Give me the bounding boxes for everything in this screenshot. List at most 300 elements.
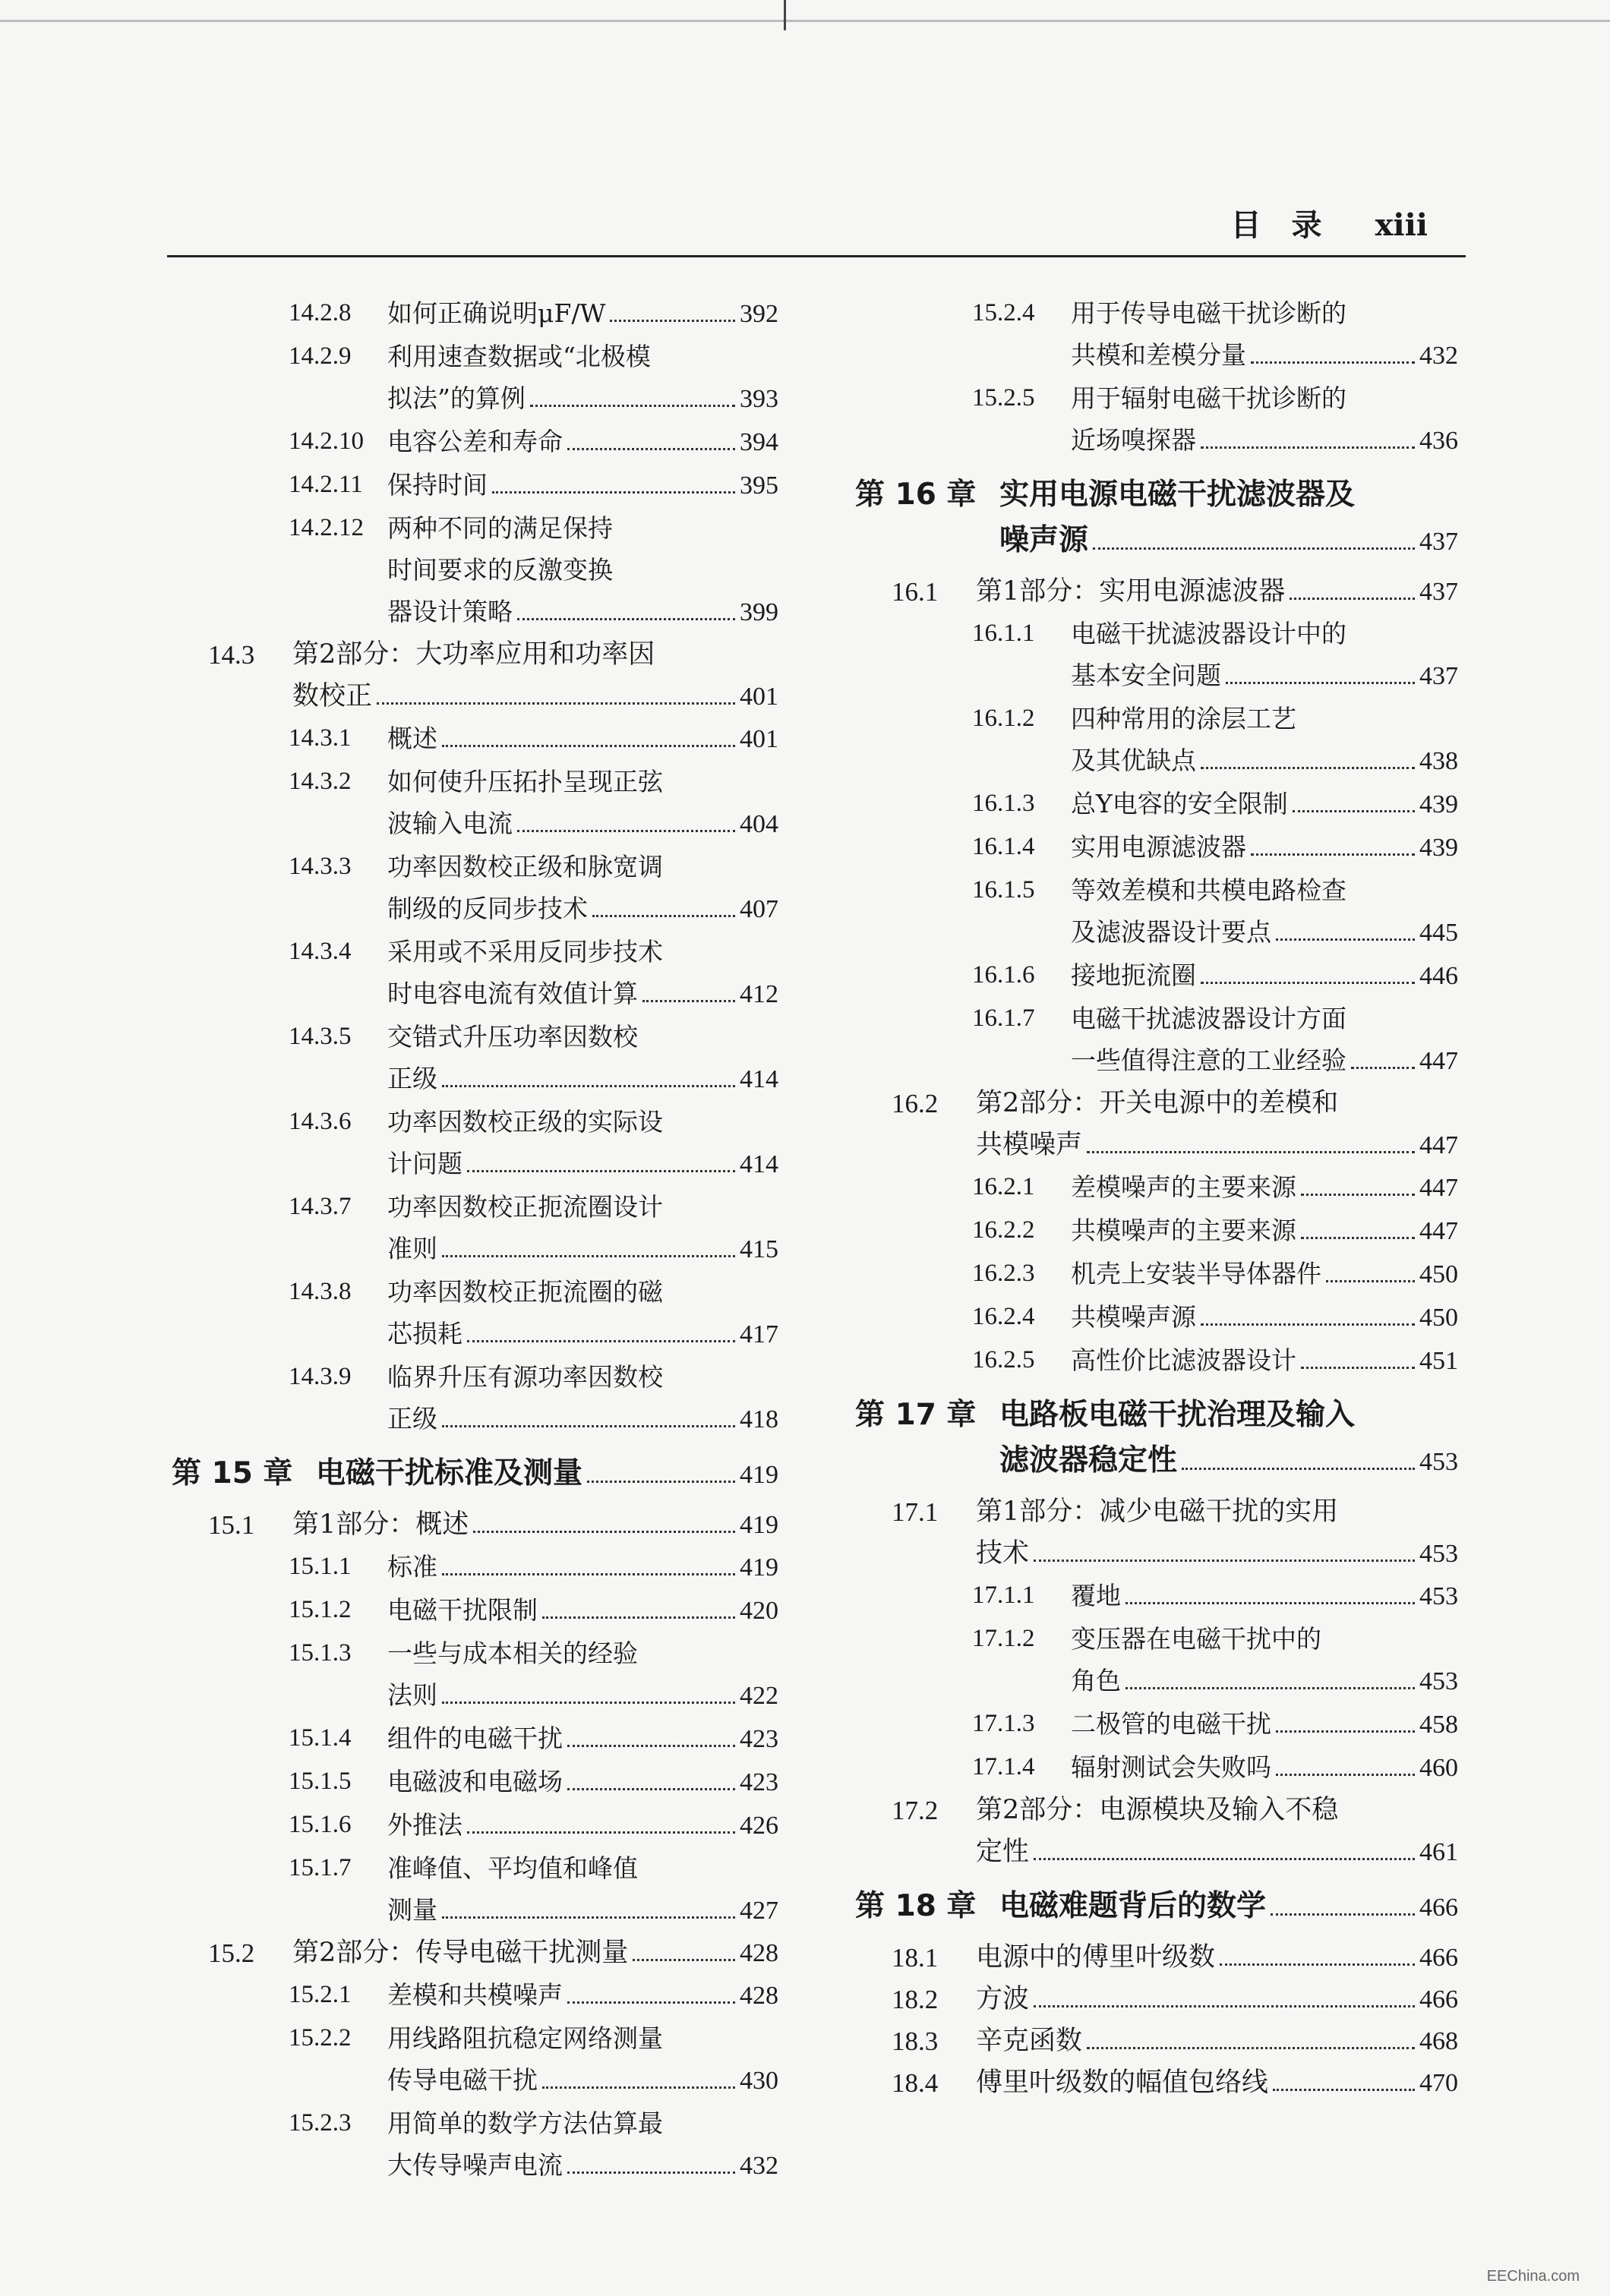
toc-page-number: 428 [740, 1939, 778, 1967]
toc-entry[interactable] [843, 1339, 1458, 1382]
toc-entry-number: 14.3.3 [289, 853, 352, 880]
toc-entry-number: 第 15 章 [172, 1456, 293, 1490]
toc-entry[interactable] [843, 1790, 1458, 1873]
dot-leader [542, 2086, 735, 2089]
dot-leader [473, 1531, 735, 1533]
dot-leader [442, 745, 735, 747]
toc-entry[interactable] [843, 1979, 1458, 2020]
toc-entry[interactable] [159, 1101, 778, 1185]
toc-entry-title: 外推法 [387, 1810, 462, 1840]
dot-leader [1251, 361, 1415, 364]
toc-entry[interactable] [843, 869, 1458, 954]
toc-entry[interactable] [159, 507, 778, 633]
dot-leader [642, 1000, 735, 1002]
toc-entry-number: 15.2.4 [972, 299, 1035, 326]
toc-entry-number: 14.3 [208, 640, 255, 670]
toc-entry-title: 临界升压有源功率因数校 [387, 1362, 663, 1392]
toc-entry-title: 辐射测试会失败吗 [1071, 1752, 1271, 1782]
toc-entry-title: 概述 [387, 724, 437, 753]
toc-entry[interactable] [843, 571, 1458, 613]
dot-leader [492, 491, 735, 494]
toc-entry-number: 16.2.4 [972, 1303, 1035, 1330]
dot-leader [542, 1616, 735, 1619]
toc-entry-title: 近场嗅探器 [1071, 425, 1196, 455]
toc-entry-number: 15.1.6 [289, 1811, 352, 1838]
toc-entry-title: 采用或不采用反同步技术 [387, 937, 663, 967]
toc-page-number: 437 [1419, 528, 1458, 556]
toc-entry[interactable] [843, 2062, 1458, 2104]
dot-leader [567, 2001, 735, 2004]
toc-entry-title: 传导电磁干扰 [387, 2065, 538, 2095]
toc-entry-number: 15.2.1 [289, 1981, 352, 2008]
dot-leader [567, 448, 735, 450]
toc-entry-title: 总Y电容的安全限制 [1071, 789, 1288, 818]
toc-entry-title: 第1部分：概述 [292, 1509, 469, 1540]
toc-entry-title: 用简单的数学方法估算最 [387, 2108, 663, 2138]
toc-entry[interactable] [159, 1016, 778, 1100]
toc-entry[interactable] [159, 292, 778, 335]
toc-entry-title: 基本安全问题 [1071, 661, 1221, 690]
toc-entry-number: 16.2.3 [972, 1260, 1035, 1287]
toc-entry-number: 14.3.8 [289, 1278, 352, 1305]
toc-page-number: 404 [740, 810, 778, 838]
toc-entry[interactable] [159, 1589, 778, 1632]
toc-entry-title: 第2部分：电源模块及输入不稳 [976, 1795, 1339, 1825]
toc-entry[interactable] [159, 1451, 778, 1498]
top-scan-line [0, 20, 1610, 22]
toc-entry-title: 方波 [976, 1984, 1030, 2014]
toc-entry[interactable] [159, 1186, 778, 1270]
toc-entry[interactable] [843, 1618, 1458, 1702]
header-rule [167, 255, 1466, 257]
toc-entry-title: 第2部分：开关电源中的差模和 [976, 1088, 1339, 1118]
toc-page-number: 394 [740, 428, 778, 456]
toc-entry-title: 制级的反同步技术 [387, 894, 588, 923]
toc-entry-title: 芯损耗 [387, 1319, 462, 1348]
toc-entry-title: 准峰值、平均值和峰值 [387, 1853, 638, 1883]
toc-entry-title: 电磁干扰标准及测量 [316, 1456, 583, 1490]
toc-entry[interactable] [843, 292, 1458, 377]
toc-entry-title: 差模噪声的主要来源 [1071, 1172, 1296, 1202]
toc-entry-title: 实用电源电磁干扰滤波器及 [999, 478, 1356, 512]
toc-page-number: 458 [1419, 1711, 1458, 1739]
dot-leader [442, 1702, 735, 1704]
toc-page-number: 419 [740, 1511, 778, 1539]
toc-page-number: 447 [1419, 1174, 1458, 1202]
toc-entry[interactable] [159, 1504, 778, 1546]
toc-entry[interactable] [159, 1546, 778, 1588]
toc-entry-number: 15.1.4 [289, 1724, 352, 1752]
toc-page-number: 427 [740, 1897, 778, 1925]
toc-entry-title: 第2部分：传导电磁干扰测量 [292, 1938, 629, 1968]
toc-entry[interactable] [843, 613, 1458, 697]
toc-page-number: 428 [740, 1982, 778, 2010]
toc-entry-number: 14.3.1 [289, 724, 352, 752]
toc-entry-title: 组件的电磁干扰 [387, 1724, 563, 1753]
toc-entry-number: 17.1.3 [972, 1710, 1035, 1737]
toc-page-number: 439 [1419, 834, 1458, 862]
toc-entry-number: 14.3.9 [289, 1363, 352, 1390]
toc-entry-number: 16.1.6 [972, 961, 1035, 989]
toc-page-number: 432 [740, 2152, 778, 2180]
toc-entry[interactable] [159, 1761, 778, 1803]
toc-entry-title: 共模噪声源 [1071, 1302, 1196, 1332]
toc-page-number: 412 [740, 980, 778, 1008]
toc-entry[interactable] [843, 826, 1458, 869]
toc-entry[interactable] [843, 783, 1458, 825]
toc-entry-title: 共模和差模分量 [1071, 340, 1246, 370]
toc-entry-number: 16.2.5 [972, 1346, 1035, 1374]
toc-entry-number: 18.2 [892, 1985, 939, 2014]
toc-entry-title: 正级 [387, 1404, 437, 1433]
toc-entry[interactable] [159, 336, 778, 420]
toc-page-number: 466 [1419, 1894, 1458, 1922]
toc-page-number: 417 [740, 1320, 778, 1348]
dot-leader [530, 405, 735, 407]
toc-entry-number: 15.1.1 [289, 1553, 352, 1580]
toc-page-number: 468 [1419, 2027, 1458, 2055]
toc-entry-title: 定性 [976, 1837, 1030, 1867]
dot-leader [1201, 982, 1415, 984]
dot-leader [1301, 1237, 1415, 1239]
dot-leader [1251, 853, 1415, 856]
toc-entry-number: 15.1.7 [289, 1854, 352, 1881]
toc-entry-title: 正级 [387, 1064, 437, 1093]
toc-entry-number: 16.2.2 [972, 1216, 1035, 1244]
dot-leader [1301, 1367, 1415, 1369]
toc-entry[interactable] [159, 1717, 778, 1760]
toc-entry-title: 时电容电流有效值计算 [387, 979, 638, 1008]
dot-leader [1301, 1194, 1415, 1196]
toc-page-number: 447 [1419, 1131, 1458, 1159]
toc-entry-number: 15.1.2 [289, 1596, 352, 1623]
toc-entry-title: 及其优缺点 [1071, 746, 1196, 775]
toc-entry[interactable] [843, 472, 1458, 565]
toc-entry[interactable] [843, 1575, 1458, 1617]
toc-entry-title: 两种不同的满足保持 [387, 513, 613, 543]
toc-entry-number: 14.2.12 [289, 514, 364, 541]
toc-entry-title: 辛克函数 [976, 2026, 1083, 2056]
toc-entry-title: 时间要求的反激变换 [387, 555, 613, 585]
dot-leader [442, 1085, 735, 1087]
toc-entry[interactable] [843, 998, 1458, 1082]
toc-entry-title: 拟法”的算例 [387, 383, 526, 413]
toc-entry-title: 二极管的电磁干扰 [1071, 1709, 1271, 1739]
dot-leader [1220, 1963, 1415, 1966]
toc-entry-number: 17.1 [892, 1497, 939, 1527]
toc-entry-number: 16.1 [892, 577, 939, 607]
toc-entry[interactable] [159, 931, 778, 1015]
toc-entry-title: 实用电源滤波器 [1071, 832, 1246, 862]
running-head [1231, 201, 1428, 244]
toc-entry-title: 用线路阻抗稳定网络测量 [387, 2023, 663, 2053]
toc-entry-number: 14.3.6 [289, 1108, 352, 1135]
toc-entry-title: 四种常用的涂层工艺 [1071, 704, 1296, 733]
toc-page-number: 453 [1419, 1582, 1458, 1610]
toc-page-number: 401 [740, 725, 778, 753]
toc-page-number: 451 [1419, 1347, 1458, 1375]
toc-entry-title: 滤波器稳定性 [999, 1443, 1178, 1478]
toc-entry-title: 交错式升压功率因数校 [387, 1022, 638, 1052]
toc-entry[interactable] [159, 421, 778, 463]
toc-entry[interactable] [843, 1296, 1458, 1339]
toc-entry[interactable] [159, 634, 778, 718]
toc-entry-title: 准则 [387, 1234, 437, 1263]
dot-leader [467, 1831, 735, 1834]
toc-entry[interactable] [843, 1392, 1458, 1485]
toc-entry-title: 等效差模和共模电路检查 [1071, 875, 1346, 905]
toc-entry-number: 14.2.10 [289, 427, 364, 455]
toc-entry-number: 16.1.4 [972, 833, 1035, 860]
toc-entry-title: 傅里叶级数的幅值包络线 [976, 2067, 1269, 2098]
dot-leader [1226, 682, 1415, 684]
toc-entry[interactable] [159, 761, 778, 845]
toc-entry-title: 噪声源 [999, 523, 1089, 557]
toc-entry-number: 18.4 [892, 2068, 939, 2098]
toc-entry-number: 15.2.2 [289, 2024, 352, 2052]
toc-page-number: 414 [740, 1150, 778, 1178]
toc-entry-number: 第 18 章 [855, 1889, 977, 1923]
dot-leader [592, 915, 735, 917]
dot-leader [1271, 1913, 1415, 1916]
toc-entry[interactable] [843, 1884, 1458, 1931]
toc-entry-title: 第2部分：大功率应用和功率因 [292, 639, 655, 670]
toc-entry-title: 一些值得注意的工业经验 [1071, 1046, 1346, 1075]
toc-entry-number: 16.1.2 [972, 705, 1035, 732]
toc-page-number: 450 [1419, 1304, 1458, 1332]
toc-page-number: 450 [1419, 1260, 1458, 1288]
toc-entry[interactable] [843, 1166, 1458, 1209]
toc-page-number: 437 [1419, 578, 1458, 606]
dot-leader [1351, 1067, 1415, 1069]
dot-leader [1182, 1468, 1415, 1470]
toc-entry-number: 17.1.4 [972, 1753, 1035, 1780]
dot-leader [1034, 1858, 1415, 1860]
dot-leader [587, 1481, 735, 1483]
toc-entry-title: 大传导噪声电流 [387, 2150, 563, 2180]
toc-entry-title: 功率因数校正扼流圈设计 [387, 1192, 663, 1222]
toc-page-number: 395 [740, 472, 778, 500]
toc-page-number: 439 [1419, 790, 1458, 818]
toc-entry-title: 角色 [1071, 1666, 1121, 1695]
toc-entry[interactable] [843, 1937, 1458, 1979]
toc-entry-number: 15.1.5 [289, 1768, 352, 1795]
toc-entry-title: 功率因数校正级的实际设 [387, 1107, 663, 1137]
dot-leader [442, 1425, 735, 1427]
toc-entry-title: 电磁波和电磁场 [387, 1767, 563, 1796]
toc-page-number: 401 [740, 683, 778, 711]
toc-page-number: 420 [740, 1597, 778, 1625]
toc-page-number: 436 [1419, 427, 1458, 455]
toc-entry-title: 覆地 [1071, 1581, 1121, 1610]
toc-entry-number: 15.2 [208, 1938, 255, 1968]
toc-entry[interactable] [843, 698, 1458, 782]
dot-leader [567, 2171, 735, 2174]
toc-entry-title: 一些与成本相关的经验 [387, 1638, 638, 1668]
toc-page-number: 426 [740, 1812, 778, 1840]
dot-leader [1093, 547, 1415, 550]
toc-entry-title: 第1部分：实用电源滤波器 [976, 576, 1286, 607]
dot-leader [567, 1745, 735, 1747]
toc-entry[interactable] [843, 1491, 1458, 1575]
toc-page-number: 422 [740, 1682, 778, 1710]
toc-entry-number: 17.1.1 [972, 1582, 1035, 1609]
toc-page-number: 399 [740, 598, 778, 626]
toc-page-number: 447 [1419, 1217, 1458, 1245]
dot-leader [442, 1255, 735, 1257]
toc-entry[interactable] [159, 1356, 778, 1440]
toc-entry-title: 用于辐射电磁干扰诊断的 [1071, 383, 1346, 413]
toc-entry-title: 电路板电磁干扰治理及输入 [999, 1398, 1356, 1432]
toc-entry-number: 16.1.3 [972, 790, 1035, 817]
toc-entry-title: 标准 [387, 1552, 437, 1582]
dot-leader [1276, 1730, 1415, 1733]
dot-leader [1034, 2005, 1415, 2007]
top-crop-mark [784, 0, 786, 30]
toc-entry-number: 14.2.8 [289, 299, 352, 326]
toc-entry-title: 计问题 [387, 1149, 462, 1178]
dot-leader [1201, 767, 1415, 769]
toc-entry[interactable] [843, 1210, 1458, 1252]
toc-entry-title: 共模噪声 [976, 1130, 1083, 1160]
toc-entry-number: 15.1.3 [289, 1639, 352, 1667]
toc-entry-title: 如何使升压拓扑呈现正弦 [387, 767, 663, 796]
toc-entry-number: 14.3.7 [289, 1193, 352, 1220]
toc-entry[interactable] [159, 1847, 778, 1932]
toc-entry-title: 用于传导电磁干扰诊断的 [1071, 298, 1346, 328]
toc-entry[interactable] [159, 1932, 778, 1974]
toc-page-number: 466 [1419, 1985, 1458, 2014]
toc-entry-number: 17.2 [892, 1796, 939, 1825]
toc-entry-title: 波输入电流 [387, 809, 513, 838]
toc-entry-number: 17.1.2 [972, 1625, 1035, 1652]
toc-entry-title: 法则 [387, 1680, 437, 1710]
toc-page-number: 415 [740, 1235, 778, 1263]
dot-leader [442, 1916, 735, 1919]
toc-entry-number: 15.2.5 [972, 384, 1035, 412]
toc-entry[interactable] [159, 2017, 778, 2102]
toc-entry[interactable] [159, 1804, 778, 1847]
dot-leader [1290, 598, 1415, 600]
dot-leader [633, 1959, 735, 1961]
toc-entry-title: 如何正确说明μF/W [387, 298, 606, 328]
toc-entry-number: 14.3.2 [289, 768, 352, 795]
toc-entry-title: 电容公差和寿命 [387, 427, 563, 456]
toc-entry[interactable] [843, 377, 1458, 462]
toc-entry-number: 14.3.5 [289, 1023, 352, 1050]
dot-leader [1087, 2047, 1415, 2049]
toc-entry-number: 15.1 [208, 1510, 255, 1540]
dot-leader [1201, 446, 1415, 449]
toc-right-column [843, 292, 1458, 2104]
toc-entry-title: 高性价比滤波器设计 [1071, 1345, 1296, 1375]
dot-leader [467, 1340, 735, 1342]
toc-entry-number: 16.2 [892, 1089, 939, 1118]
toc-entry[interactable] [159, 464, 778, 506]
toc-page-number: 392 [740, 300, 778, 328]
toc-page-number: 414 [740, 1065, 778, 1093]
toc-page-number: 418 [740, 1405, 778, 1433]
toc-entry-number: 16.2.1 [972, 1173, 1035, 1200]
toc-entry-title: 技术 [976, 1538, 1030, 1569]
toc-entry-title: 差模和共模噪声 [387, 1980, 563, 2010]
toc-entry[interactable] [159, 718, 778, 760]
dot-leader [1087, 1151, 1415, 1153]
toc-entry-title: 数校正 [292, 681, 373, 711]
toc-entry[interactable] [843, 1253, 1458, 1295]
toc-entry[interactable] [843, 1083, 1458, 1166]
toc-entry-title: 接地扼流圈 [1071, 960, 1196, 990]
dot-leader [442, 1573, 735, 1575]
toc-entry-number: 14.2.11 [289, 471, 363, 498]
dot-leader [567, 1788, 735, 1790]
toc-entry-title: 电磁干扰滤波器设计中的 [1071, 619, 1346, 648]
toc-page-number: 419 [740, 1553, 778, 1582]
toc-page-number: 393 [740, 385, 778, 413]
toc-entry-title: 功率因数校正级和脉宽调 [387, 852, 663, 882]
dot-leader [610, 320, 735, 322]
toc-entry-title: 电磁干扰限制 [387, 1595, 538, 1625]
dot-leader [1276, 938, 1415, 941]
toc-entry[interactable] [159, 846, 778, 930]
toc-entry-title: 功率因数校正扼流圈的磁 [387, 1277, 663, 1307]
toc-page-number: 423 [740, 1725, 778, 1753]
toc-entry-title: 电磁干扰滤波器设计方面 [1071, 1004, 1346, 1033]
toc-page-number: 461 [1419, 1838, 1458, 1866]
toc-page-number: 438 [1419, 747, 1458, 775]
dot-leader [1293, 810, 1415, 812]
running-head-page-number: xiii [1375, 207, 1428, 243]
toc-entry-number: 16.1.5 [972, 876, 1035, 904]
toc-entry-title: 共模噪声的主要来源 [1071, 1216, 1296, 1245]
dot-leader [1273, 2089, 1415, 2091]
toc-entry[interactable] [843, 2020, 1458, 2062]
toc-page-number: 453 [1419, 1540, 1458, 1568]
dot-leader [517, 830, 735, 832]
dot-leader [1034, 1560, 1415, 1562]
toc-entry-title: 及滤波器设计要点 [1071, 917, 1271, 947]
toc-entry-title: 变压器在电磁干扰中的 [1071, 1624, 1321, 1654]
toc-entry[interactable] [159, 1271, 778, 1355]
toc-entry[interactable] [843, 954, 1458, 997]
toc-entry-number: 14.3.4 [289, 938, 352, 965]
toc-page-number: 445 [1419, 919, 1458, 947]
toc-page-number: 437 [1419, 662, 1458, 690]
toc-page-number: 430 [740, 2067, 778, 2095]
toc-entry-number: 16.1.7 [972, 1004, 1035, 1032]
dot-leader [1125, 1602, 1415, 1604]
toc-entry-title: 保持时间 [387, 470, 488, 500]
toc-entry-title: 电磁难题背后的数学 [999, 1889, 1267, 1923]
running-head-label: 目 录 [1230, 207, 1322, 243]
dot-leader [517, 618, 735, 620]
toc-page-number: 453 [1419, 1448, 1458, 1476]
toc-entry[interactable] [159, 2102, 778, 2187]
dot-leader [1276, 1774, 1415, 1776]
dot-leader [1326, 1280, 1415, 1282]
toc-entry-title: 器设计策略 [387, 597, 513, 626]
toc-entry[interactable] [843, 1746, 1458, 1789]
toc-entry-title: 第1部分：减少电磁干扰的实用 [976, 1496, 1339, 1527]
toc-entry-number: 第 17 章 [855, 1398, 977, 1432]
watermark: EEChina.com [1486, 2268, 1580, 2285]
toc-entry[interactable] [159, 1632, 778, 1717]
toc-entry-number: 15.2.3 [289, 2109, 352, 2137]
toc-entry[interactable] [159, 1974, 778, 2017]
dot-leader [1201, 1323, 1415, 1326]
dot-leader [1125, 1687, 1415, 1689]
toc-entry[interactable] [843, 1703, 1458, 1746]
